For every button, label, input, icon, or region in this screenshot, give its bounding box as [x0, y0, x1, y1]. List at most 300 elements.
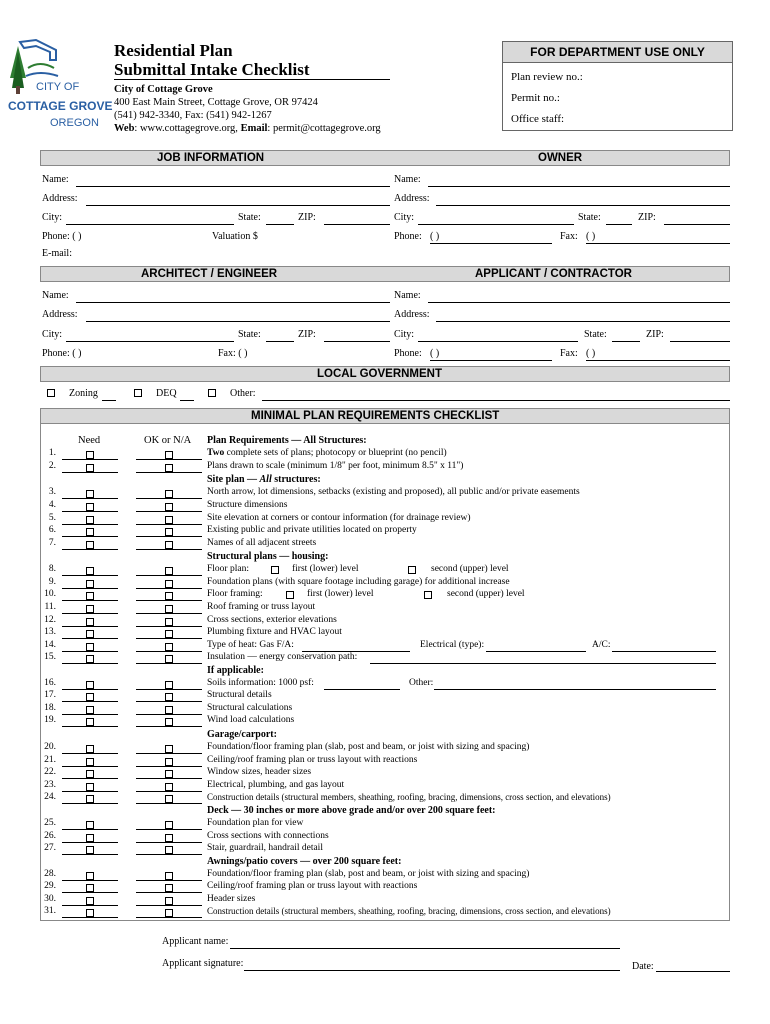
checklist-row — [0, 627, 770, 640]
web-url[interactable]: : www.cottagegrove.org, — [134, 123, 241, 134]
ok-checkbox[interactable] — [165, 770, 173, 778]
app-phone-field[interactable] — [430, 360, 552, 361]
need-line — [62, 613, 118, 614]
item-text: Foundation plans (with square footage including garage) for additional increase — [207, 577, 510, 587]
need-checkbox[interactable] — [86, 706, 94, 714]
garage-heading: Garage/carport: — [207, 729, 277, 740]
row-number: 6. — [48, 525, 56, 535]
need-checkbox[interactable] — [86, 909, 94, 917]
row-number: 20. — [44, 742, 56, 752]
need-checkbox[interactable] — [86, 541, 94, 549]
department-use-title: FOR DEPARTMENT USE ONLY — [503, 42, 732, 63]
awning-heading: Awnings/patio covers — over 200 square feet: — [207, 856, 402, 867]
need-line — [62, 854, 118, 855]
ok-checkbox[interactable] — [165, 872, 173, 880]
ok-checkbox[interactable] — [165, 516, 173, 524]
need-line — [62, 829, 118, 830]
ok-checkbox[interactable] — [165, 884, 173, 892]
owner-state-label: State: — [578, 212, 601, 223]
row-number: 19. — [44, 715, 56, 725]
other-checkbox[interactable] — [208, 389, 216, 397]
need-checkbox[interactable] — [86, 681, 94, 689]
department-use-box — [502, 41, 733, 131]
ok-checkbox[interactable] — [165, 464, 173, 472]
ok-line — [136, 498, 202, 499]
owner-city-label: City: — [394, 212, 415, 223]
ok-line — [136, 726, 202, 727]
job-state-field[interactable] — [266, 224, 294, 225]
app-zip-label: ZIP: — [646, 329, 664, 340]
row-number: 8. — [48, 564, 56, 574]
arch-name-label: Name: — [42, 290, 69, 301]
arch-fax-label: Fax: ( ) — [218, 348, 248, 359]
checklist-row — [0, 843, 770, 856]
row-number: 9. — [48, 577, 56, 587]
page-title-line2: Submittal Intake Checklist — [114, 60, 310, 79]
need-line — [62, 803, 118, 804]
ok-checkbox[interactable] — [165, 745, 173, 753]
need-checkbox[interactable] — [86, 795, 94, 803]
site-plan-heading-c: structures: — [271, 474, 321, 485]
row-number: 11. — [44, 602, 56, 612]
ok-line — [136, 511, 202, 512]
row-number: 29. — [44, 881, 56, 891]
ok-checkbox[interactable] — [165, 706, 173, 714]
valuation-label: Valuation $ — [212, 231, 258, 242]
owner-zip-field[interactable] — [664, 224, 730, 225]
app-zip-field[interactable] — [670, 341, 730, 342]
item-text — [207, 448, 447, 458]
arch-city-label: City: — [42, 329, 63, 340]
email-label: Email — [240, 123, 268, 134]
architect-heading: ARCHITECT / ENGINEER — [141, 268, 278, 280]
ok-checkbox[interactable] — [165, 580, 173, 588]
item-text: Wind load calculations — [207, 715, 295, 725]
checklist-row — [0, 525, 770, 538]
item-text: Electrical, plumbing, and gas layout — [207, 780, 345, 790]
ok-checkbox[interactable] — [165, 821, 173, 829]
ok-checkbox[interactable] — [165, 618, 173, 626]
arch-zip-field[interactable] — [324, 341, 390, 342]
checklist-row — [0, 564, 770, 577]
need-checkbox[interactable] — [86, 643, 94, 651]
need-checkbox[interactable] — [86, 580, 94, 588]
row-number: 23. — [44, 780, 56, 790]
job-city-label: City: — [42, 212, 63, 223]
second-level-label: second (upper) level — [447, 589, 525, 599]
checklist-row — [0, 906, 770, 919]
structural-plans-heading: Structural plans — housing: — [207, 551, 329, 562]
ok-checkbox[interactable] — [165, 758, 173, 766]
ok-checkbox[interactable] — [165, 681, 173, 689]
owner-phone-field[interactable] — [430, 243, 552, 244]
checklist-row — [0, 500, 770, 513]
ok-checkbox[interactable] — [165, 541, 173, 549]
ok-line — [136, 600, 202, 601]
need-line — [62, 726, 118, 727]
owner-fax-field[interactable] — [586, 243, 730, 244]
app-address-field[interactable] — [436, 321, 730, 322]
checklist-row — [0, 818, 770, 831]
need-checkbox[interactable] — [86, 693, 94, 701]
ok-checkbox[interactable] — [165, 783, 173, 791]
need-line — [62, 472, 118, 473]
item-text: Foundation/floor framing plan (slab, post and beam, or joist with sizing and spacing) — [207, 742, 530, 752]
ok-line — [136, 829, 202, 830]
job-name-label: Name: — [42, 174, 69, 185]
item-text: Insulation — energy conservation path: — [207, 652, 358, 662]
ac-label: A/C: — [592, 640, 611, 650]
app-fax-paren: ( ) — [586, 348, 596, 359]
app-name-field[interactable] — [428, 302, 730, 303]
if-applicable-heading: If applicable: — [207, 665, 264, 676]
org-phone: (541) 942-3340, Fax: (541) 942-1267 — [114, 110, 272, 121]
ok-checkbox[interactable] — [165, 909, 173, 917]
item-text: Floor framing: — [207, 589, 263, 599]
app-address-label: Address: — [394, 309, 430, 320]
row-number: 16. — [44, 678, 56, 688]
second-level-label: second (upper) level — [431, 564, 509, 574]
checklist-row — [0, 742, 770, 755]
item-text: Construction details (structural members, sheathing, roofing, bracing, dimensions, cross section, and elevations) — [207, 906, 611, 916]
need-line — [62, 638, 118, 639]
logo-oregon: OREGON — [50, 117, 99, 129]
ok-checkbox[interactable] — [165, 795, 173, 803]
owner-name-field[interactable] — [428, 186, 730, 187]
need-checkbox[interactable] — [86, 618, 94, 626]
need-line — [62, 778, 118, 779]
row-number: 27. — [44, 843, 56, 853]
job-state-label: State: — [238, 212, 261, 223]
item-text: Foundation/floor framing plan (slab, post and beam, or joist with sizing and spacing) — [207, 869, 530, 879]
need-line — [62, 459, 118, 460]
electrical-label: Electrical (type): — [420, 640, 485, 650]
owner-city-field[interactable] — [418, 224, 574, 225]
app-fax-field[interactable] — [586, 360, 730, 361]
ok-line — [136, 753, 202, 754]
owner-phone-label: Phone: — [394, 231, 422, 242]
applicant-signature-label: Applicant signature: — [162, 958, 244, 969]
row-number: 21. — [44, 755, 56, 765]
owner-phone-paren: ( ) — [430, 231, 440, 242]
insulation-path-field[interactable] — [370, 663, 716, 664]
item-text: Stair, guardrail, handrail detail — [207, 843, 323, 853]
ok-line — [136, 892, 202, 893]
app-name-label: Name: — [394, 290, 421, 301]
ok-checkbox[interactable] — [165, 605, 173, 613]
need-line — [62, 753, 118, 754]
row-number: 17. — [44, 690, 56, 700]
ok-line — [136, 803, 202, 804]
item-text: Roof framing or truss layout — [207, 602, 316, 612]
ok-checkbox[interactable] — [165, 846, 173, 854]
need-checkbox[interactable] — [86, 503, 94, 511]
need-checkbox[interactable] — [86, 528, 94, 536]
second-level-checkbox[interactable] — [424, 591, 432, 599]
row-number: 10. — [44, 589, 56, 599]
applicant-name-field[interactable] — [230, 948, 620, 949]
applicant-name-label: Applicant name: — [162, 936, 229, 947]
title-underline — [114, 79, 390, 80]
deq-checkbox[interactable] — [134, 389, 142, 397]
item-text: Ceiling/roof framing plan or truss layout with reactions — [207, 755, 418, 765]
owner-fax-label: Fax: — [560, 231, 578, 242]
ok-checkbox[interactable] — [165, 643, 173, 651]
item-text: Structure dimensions — [207, 500, 288, 510]
row-number: 22. — [44, 767, 56, 777]
ok-checkbox[interactable] — [165, 897, 173, 905]
job-email-label: E-mail: — [42, 248, 72, 259]
checklist-row — [0, 792, 770, 805]
need-line — [62, 663, 118, 664]
ok-line — [136, 701, 202, 702]
job-owner-band — [40, 150, 730, 166]
checklist-row — [0, 538, 770, 551]
item-text: Ceiling/roof framing plan or truss layout with reactions — [207, 881, 418, 891]
item-text: Site elevation at corners or contour information (for drainage review) — [207, 513, 471, 523]
item-text: Plumbing fixture and HVAC layout — [207, 627, 342, 637]
owner-fax-paren: ( ) — [586, 231, 596, 242]
arch-city-field[interactable] — [66, 341, 234, 342]
need-checkbox[interactable] — [86, 897, 94, 905]
need-line — [62, 701, 118, 702]
need-checkbox[interactable] — [86, 872, 94, 880]
ok-checkbox[interactable] — [165, 503, 173, 511]
need-checkbox[interactable] — [86, 567, 94, 575]
need-checkbox[interactable] — [86, 745, 94, 753]
ok-checkbox[interactable] — [165, 655, 173, 663]
row-number: 7. — [48, 538, 56, 548]
first-level-label: first (lower) level — [292, 564, 359, 574]
ok-line — [136, 549, 202, 550]
ok-line — [136, 613, 202, 614]
first-level-checkbox[interactable] — [271, 566, 279, 574]
job-zip-label: ZIP: — [298, 212, 316, 223]
checklist-row — [0, 690, 770, 703]
need-line — [62, 600, 118, 601]
ok-line — [136, 575, 202, 576]
need-line — [62, 536, 118, 537]
item-text: Foundation plan for view — [207, 818, 304, 828]
job-city-field[interactable] — [66, 224, 234, 225]
need-checkbox[interactable] — [86, 783, 94, 791]
item-text: Plans drawn to scale (minimum 1/8" per foot, minimum 8.5" x 11") — [207, 461, 464, 471]
need-line — [62, 498, 118, 499]
need-checkbox[interactable] — [86, 490, 94, 498]
ok-checkbox[interactable] — [165, 592, 173, 600]
checklist-row — [0, 602, 770, 615]
arch-phone-label: Phone: ( ) — [42, 348, 82, 359]
row-number: 15. — [44, 652, 56, 662]
page-title-line1: Residential Plan — [114, 41, 233, 60]
checklist-row — [0, 652, 770, 665]
plan-requirements-heading: Plan Requirements — All Structures: — [207, 435, 367, 446]
need-checkbox[interactable] — [86, 821, 94, 829]
row-number: 24. — [44, 792, 56, 802]
local-government-band — [40, 366, 730, 382]
second-level-checkbox[interactable] — [408, 566, 416, 574]
other-field[interactable] — [262, 400, 730, 401]
row-number: 14. — [44, 640, 56, 650]
architect-applicant-band — [40, 266, 730, 282]
ok-checkbox[interactable] — [165, 567, 173, 575]
org-web-email — [114, 122, 381, 135]
ok-checkbox[interactable] — [165, 630, 173, 638]
item-text: Cross sections with connections — [207, 831, 329, 841]
zoning-label: Zoning — [69, 388, 98, 399]
need-checkbox[interactable] — [86, 516, 94, 524]
checklist-row — [0, 767, 770, 780]
owner-heading: OWNER — [538, 152, 583, 164]
need-checkbox[interactable] — [86, 630, 94, 638]
first-level-checkbox[interactable] — [286, 591, 294, 599]
row-number: 4. — [48, 500, 56, 510]
web-label: Web — [114, 123, 135, 134]
job-zip-field[interactable] — [324, 224, 390, 225]
need-line — [62, 892, 118, 893]
row-number: 13. — [44, 627, 56, 637]
item-rest: complete sets of plans; photocopy or blueprint (no pencil) — [224, 448, 447, 458]
logo-cottage-grove: COTTAGE GROVE — [8, 99, 113, 113]
need-checkbox[interactable] — [86, 451, 94, 459]
checklist-heading: MINIMAL PLAN REQUIREMENTS CHECKLIST — [251, 410, 500, 422]
arch-name-field[interactable] — [76, 302, 390, 303]
ok-checkbox[interactable] — [165, 718, 173, 726]
first-level-label: first (lower) level — [307, 589, 374, 599]
row-number: 31. — [44, 906, 56, 916]
office-staff-label: Office staff: — [511, 113, 565, 125]
ok-checkbox[interactable] — [165, 490, 173, 498]
ok-line — [136, 472, 202, 473]
row-number: 28. — [44, 869, 56, 879]
soils-other-label: Other: — [409, 678, 434, 688]
need-checkbox[interactable] — [86, 605, 94, 613]
need-checkbox[interactable] — [86, 834, 94, 842]
checklist-row — [0, 715, 770, 728]
app-city-field[interactable] — [418, 341, 578, 342]
row-number: 3. — [48, 487, 56, 497]
item-text: North arrow, lot dimensions, setbacks (existing and proposed), all public and/or private easements — [207, 487, 580, 497]
arch-state-label: State: — [238, 329, 261, 340]
ok-checkbox[interactable] — [165, 834, 173, 842]
app-state-field[interactable] — [612, 341, 640, 342]
checklist-row — [0, 881, 770, 894]
item-text: Structural details — [207, 690, 272, 700]
date-field[interactable] — [656, 971, 730, 972]
row-number: 5. — [48, 513, 56, 523]
app-city-label: City: — [394, 329, 415, 340]
owner-zip-label: ZIP: — [638, 212, 656, 223]
owner-name-label: Name: — [394, 174, 421, 185]
owner-address-label: Address: — [394, 193, 430, 204]
item-text: Soils information: 1000 psf: — [207, 678, 314, 688]
ok-checkbox[interactable] — [165, 451, 173, 459]
need-checkbox[interactable] — [86, 655, 94, 663]
checklist-row — [0, 448, 770, 461]
owner-state-field[interactable] — [606, 224, 632, 225]
need-checkbox[interactable] — [86, 770, 94, 778]
site-plan-heading-a: Site plan — — [207, 474, 260, 485]
deq-label: DEQ — [156, 388, 177, 399]
ok-line — [136, 663, 202, 664]
item-text: Construction details (structural members, sheathing, roofing, bracing, dimensions, cross section, and elevations) — [207, 792, 611, 802]
need-checkbox[interactable] — [86, 758, 94, 766]
org-name: City of Cottage Grove — [114, 84, 213, 95]
app-state-label: State: — [584, 329, 607, 340]
need-line — [62, 917, 118, 918]
deck-heading: Deck — 30 inches or more above grade and/or over 200 square feet: — [207, 805, 496, 816]
arch-state-field[interactable] — [266, 341, 294, 342]
job-name-field[interactable] — [76, 186, 390, 187]
item-text: Cross sections, exterior elevations — [207, 615, 337, 625]
arch-address-field[interactable] — [86, 321, 390, 322]
item-text: Names of all adjacent streets — [207, 538, 317, 548]
need-checkbox[interactable] — [86, 718, 94, 726]
deq-line — [180, 400, 194, 401]
logo-city-of: CITY OF — [36, 81, 80, 93]
row-number: 18. — [44, 703, 56, 713]
plan-review-label: Plan review no.: — [511, 71, 583, 83]
item-text: Window sizes, header sizes — [207, 767, 312, 777]
date-label: Date: — [632, 961, 654, 972]
local-government-heading: LOCAL GOVERNMENT — [317, 368, 443, 380]
email-address[interactable]: : permit@cottagegrove.org — [267, 123, 381, 134]
zoning-checkbox[interactable] — [47, 389, 55, 397]
checklist-row — [0, 589, 770, 602]
ok-column-header: OK or N/A — [144, 435, 192, 446]
ok-line — [136, 459, 202, 460]
ok-line — [136, 638, 202, 639]
applicant-signature-field[interactable] — [244, 970, 620, 971]
other-label: Other: — [230, 388, 256, 399]
checklist-row — [0, 487, 770, 500]
job-address-label: Address: — [42, 193, 78, 204]
need-checkbox[interactable] — [86, 846, 94, 854]
row-number: 25. — [44, 818, 56, 828]
ok-line — [136, 536, 202, 537]
need-line — [62, 549, 118, 550]
app-fax-label: Fax: — [560, 348, 578, 359]
site-plan-heading-b: All — [259, 474, 272, 485]
need-line — [62, 575, 118, 576]
zoning-line — [102, 400, 116, 401]
job-address-field[interactable] — [86, 205, 390, 206]
ok-line — [136, 778, 202, 779]
item-text: Existing public and private utilities located on property — [207, 525, 417, 535]
ok-checkbox[interactable] — [165, 528, 173, 536]
applicant-heading: APPLICANT / CONTRACTOR — [475, 268, 632, 280]
job-info-heading: JOB INFORMATION — [157, 152, 265, 164]
need-line — [62, 511, 118, 512]
need-checkbox[interactable] — [86, 464, 94, 472]
app-phone-label: Phone: — [394, 348, 422, 359]
row-number: 30. — [44, 894, 56, 904]
row-number: 2. — [48, 461, 56, 471]
item-text: Floor plan: — [207, 564, 249, 574]
need-checkbox[interactable] — [86, 592, 94, 600]
ok-checkbox[interactable] — [165, 693, 173, 701]
arch-zip-label: ZIP: — [298, 329, 316, 340]
item-emphasis: Two — [207, 448, 225, 458]
row-number: 26. — [44, 831, 56, 841]
checklist-row — [0, 461, 770, 474]
item-text: Type of heat: Gas F/A: — [207, 640, 294, 650]
owner-address-field[interactable] — [436, 205, 730, 206]
org-address: 400 East Main Street, Cottage Grove, OR 97424 — [114, 97, 318, 108]
site-plan-heading — [207, 474, 321, 485]
need-checkbox[interactable] — [86, 884, 94, 892]
item-text: Header sizes — [207, 894, 256, 904]
